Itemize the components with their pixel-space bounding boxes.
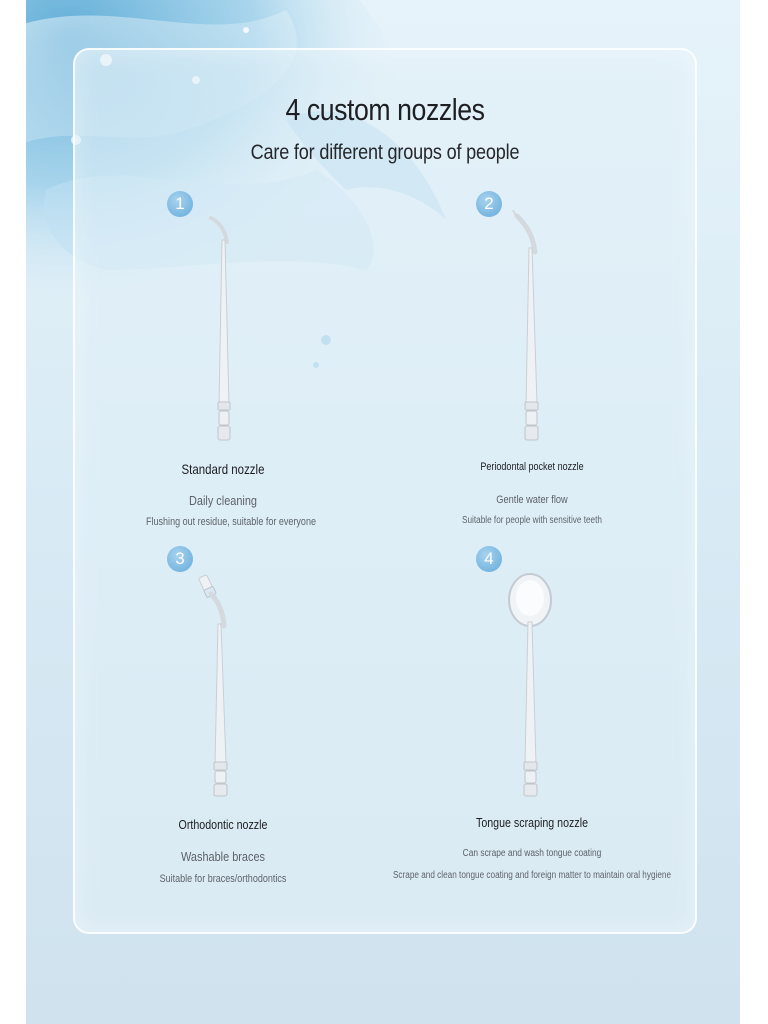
nozzle-name-1: Standard nozzle [181, 461, 265, 477]
periodontal-pocket-nozzle-image [503, 208, 551, 444]
nozzle-name-3: Orthodontic nozzle [178, 817, 268, 832]
page-subtitle: Care for different groups of people [250, 141, 520, 164]
nozzle-feature-3: Washable braces [181, 849, 265, 864]
nozzle-detail-1: Flushing out residue, suitable for everyone [146, 516, 316, 528]
tongue-scraping-nozzle-image [505, 572, 555, 802]
nozzle-name-2: Periodontal pocket nozzle [480, 461, 584, 473]
number-badge-2: 2 [476, 191, 502, 217]
nozzle-name-4: Tongue scraping nozzle [475, 815, 589, 830]
nozzle-detail-4: Scrape and clean tongue coating and foreign matter to maintain oral hygiene [392, 870, 672, 881]
nozzle-feature-1: Daily cleaning [189, 493, 257, 508]
number-badge-3: 3 [167, 546, 193, 572]
number-badge-4: 4 [476, 546, 502, 572]
nozzle-detail-2: Suitable for people with sensitive teeth [462, 515, 602, 526]
nozzle-feature-4: Can scrape and wash tongue coating [462, 848, 602, 859]
product-poster [26, 0, 740, 1024]
orthodontic-nozzle-image [193, 572, 241, 802]
page-title: 4 custom nozzles [285, 92, 485, 127]
nozzle-detail-3: Suitable for braces/orthodontics [159, 873, 287, 885]
nozzle-card [73, 48, 697, 934]
standard-nozzle-image [197, 214, 245, 444]
number-badge-1: 1 [167, 191, 193, 217]
nozzle-feature-2: Gentle water flow [496, 494, 568, 506]
